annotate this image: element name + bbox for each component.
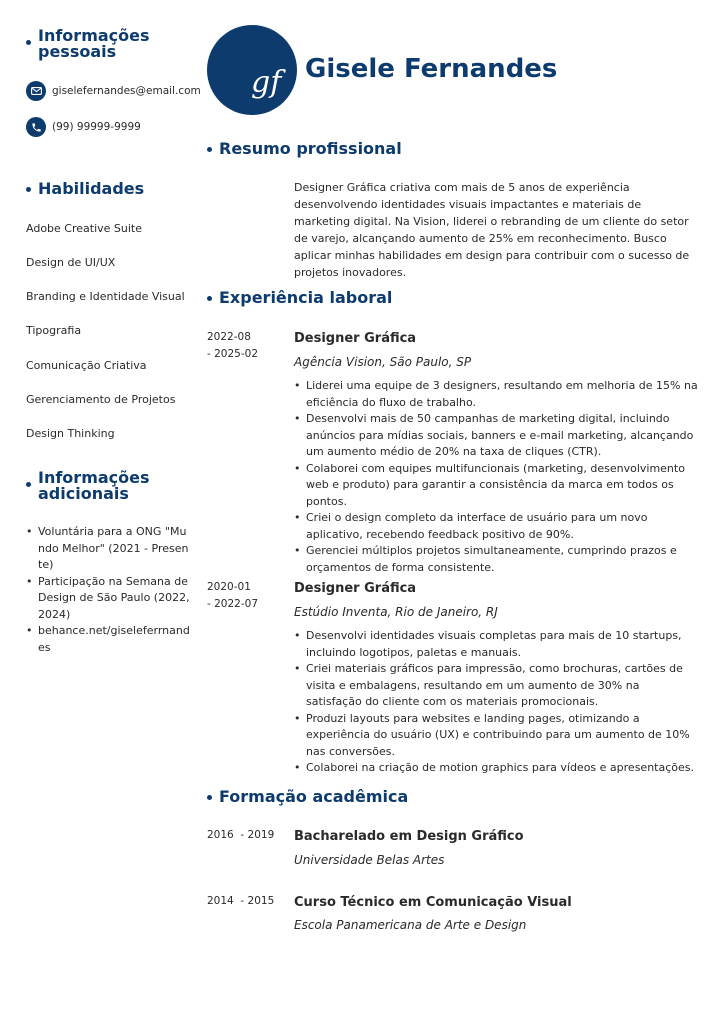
job-bullet: • Desenvolvi mais de 50 campanhas de marketing digital, incluindo anúncios para mídias sociais, banners e e-mail marketing, alcançando um aumento médio de 20% na taxa de cliques (CTR). (294, 411, 698, 461)
monogram-avatar (207, 25, 297, 115)
email-text[interactable]: giselefernandes@email.com (52, 85, 201, 97)
additional-info-item: • Voluntária para a ONG "Mundo Melhor" (2021 - Presente) (26, 524, 192, 574)
job-bullet: • Desenvolvi identidades visuais completas para mais de 10 startups, incluindo logotipos, paletas e manuais. (294, 628, 698, 661)
monogram-text: gf (251, 65, 282, 100)
additional-info-item: • Participação na Semana de Design de São Paulo (2022, 2024) (26, 574, 192, 624)
envelope-icon (26, 81, 46, 101)
phone-text[interactable]: (99) 99999-9999 (52, 121, 141, 133)
education-degree: Curso Técnico em Comunicação Visual (294, 895, 572, 910)
job-bullet: • Criei materiais gráficos para impressão, como brochuras, cartões de visita e embalagens, resultando em um aumento de 30% na satisfação do cliente com os materiais promocionais. (294, 661, 698, 711)
summary-heading (207, 141, 402, 157)
additional-info-heading (26, 470, 150, 502)
phone-row (26, 117, 141, 137)
experience-title: Experiência laboral (219, 288, 393, 307)
summary-text: Designer Gráfica criativa com mais de 5 anos de experiência desenvolvendo identidades visuais impactantes e materiais de marketing digital. Na Vision, liderei o rebranding de um cliente do setor de varejo, alcançando aumento de 25% em reconhecimento. Busco aplicar minhas habilidades em design para contribuir com o sucesso de projetos inovadores. (294, 181, 690, 279)
job-company: Estúdio Inventa, Rio de Janeiro, RJ (294, 605, 498, 619)
job-title: Designer Gráfica (294, 331, 417, 346)
job-date (207, 579, 258, 613)
bullet-dot (26, 187, 31, 192)
job-date-start: 2022-08 (207, 331, 251, 343)
skill-item: Tipografia (26, 324, 82, 337)
bullet-dot (26, 40, 31, 45)
additional-info-link[interactable]: • behance.net/giseleferrnandes (26, 623, 192, 656)
job-company: Agência Vision, São Paulo, SP (294, 355, 472, 369)
skill-item: Adobe Creative Suite (26, 222, 142, 235)
job-bullet: • Gerenciei múltiplos projetos simultaneamente, cumprindo prazos e orçamentos de forma consistente. (294, 543, 698, 576)
job-bullet: • Liderei uma equipe de 3 designers, resultando em melhoria de 15% na eficiência do fluxo de trabalho. (294, 378, 698, 411)
job-date (207, 329, 258, 363)
skill-item: Design Thinking (26, 427, 115, 440)
education-school: Escola Panamericana de Arte e Design (294, 918, 527, 932)
job-bullet: • Produzi layouts para websites e landing pages, otimizando a experiência do usuário (UX) e contribuindo para um aumento de 10% nas conversões. (294, 711, 698, 761)
job-bullet: • Criei o design completo da interface de usuário para um novo aplicativo, recebendo feedback positivo de 90%. (294, 510, 698, 543)
bullet-dot (207, 296, 212, 301)
education-years: 2014 - 2015 (207, 895, 275, 907)
candidate-name: Gisele Fernandes (305, 54, 558, 84)
summary-title: Resumo profissional (219, 139, 402, 158)
skills-title: Habilidades (38, 179, 145, 198)
job-title: Designer Gráfica (294, 581, 417, 596)
skills-heading (26, 181, 144, 197)
experience-heading (207, 290, 392, 306)
job-bullet: • Colaborei com equipes multifuncionais (marketing, desenvolvimento web e produto) para garantir a consistência da marca em todos os pontos. (294, 461, 698, 511)
skill-item: Branding e Identidade Visual (26, 290, 185, 303)
education-years: 2016 - 2019 (207, 829, 275, 841)
job-bullet: • Colaborei na criação de motion graphics para vídeos e apresentações. (294, 760, 698, 777)
additional-info-list (26, 524, 192, 656)
bullet-dot (26, 482, 31, 487)
email-row (26, 81, 201, 101)
job-date-end: - 2025-02 (207, 348, 258, 360)
skill-item: Design de UI/UX (26, 256, 116, 269)
additional-info-title-line2: adicionais (38, 484, 129, 503)
education-heading (207, 789, 408, 805)
personal-info-title-line1: Informações (38, 26, 150, 45)
job-date-end: - 2022-07 (207, 598, 258, 610)
personal-info-title-line2: pessoais (38, 42, 117, 61)
job-bullets (294, 378, 698, 576)
phone-icon (26, 117, 46, 137)
education-degree: Bacharelado em Design Gráfico (294, 829, 524, 844)
skill-item: Gerenciamento de Projetos (26, 393, 176, 406)
job-bullets (294, 628, 698, 777)
bullet-dot (207, 795, 212, 800)
additional-info-title-line1: Informações (38, 468, 150, 487)
skill-item: Comunicação Criativa (26, 359, 147, 372)
job-date-start: 2020-01 (207, 581, 251, 593)
education-school: Universidade Belas Artes (294, 853, 445, 867)
bullet-dot (207, 147, 212, 152)
education-title: Formação acadêmica (219, 787, 409, 806)
personal-info-heading (26, 28, 150, 60)
